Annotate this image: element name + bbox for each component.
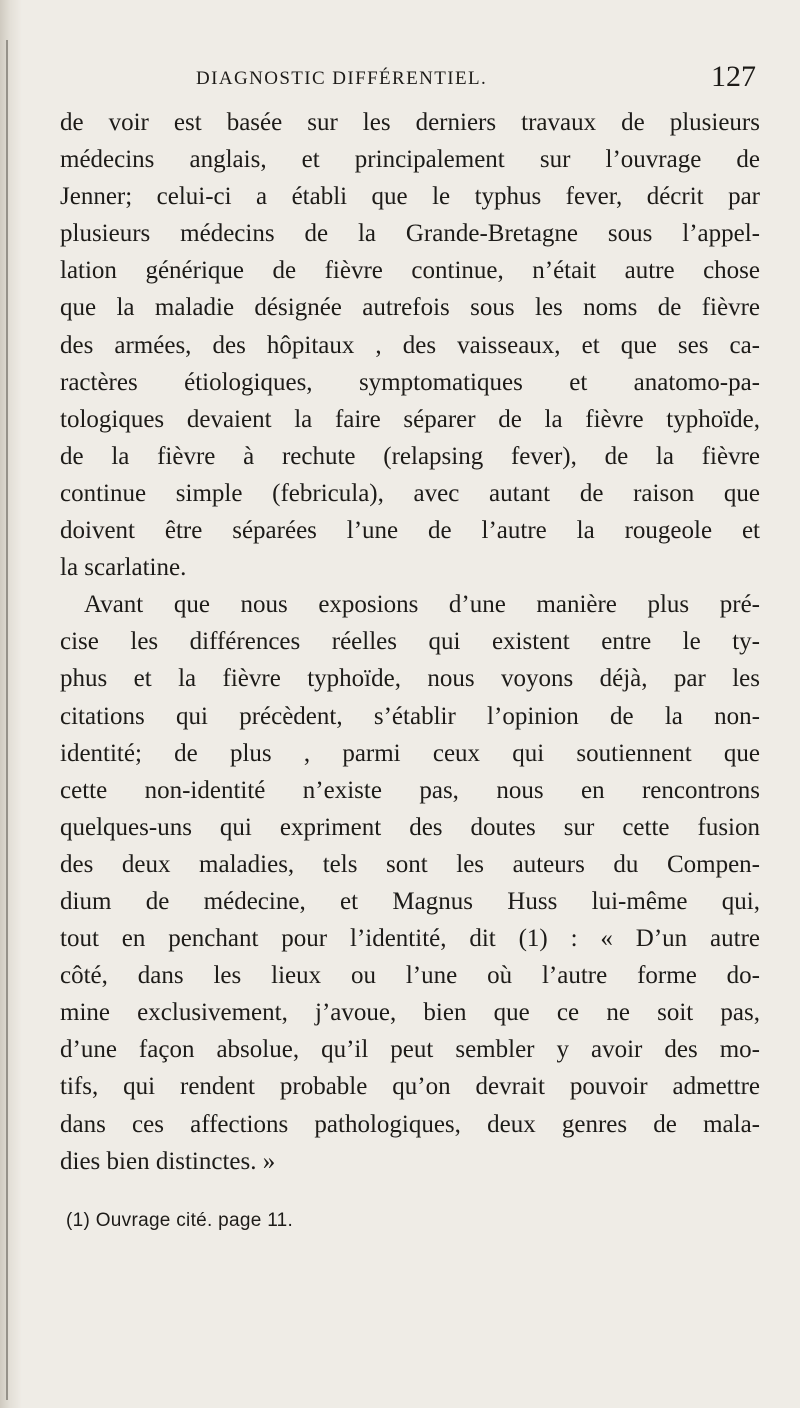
text-line: de voir est basée sur les derniers travaux de plusieurs [60,109,760,136]
paragraph-end-line: dies bien distinctes. » [60,1147,276,1175]
binding-shadow-line [6,40,8,1400]
text-line: des deux maladies, tels sont les auteurs du Compen- [60,850,760,878]
text-line: dans ces affections pathologiques, deux genres de mala- [60,1110,760,1138]
text-line: d’une façon absolue, qu’il peut sembler y avoir des mo- [60,1036,760,1064]
text-line: quelques-uns qui expriment des doutes sur cette fusion [60,813,760,841]
text-line: phus et la fièvre typhoïde, nous voyons déjà, par les [60,665,760,693]
text-line: ractères étiologiques, symptomatiques et anatomo-pa- [60,368,760,396]
body-text [60,104,760,1180]
text-line: Jenner; celui-ci a établi que le typhus fever, décrit par [60,183,760,211]
text-line: tout en penchant pour l’identité, dit (1) : « D’un autre [60,925,760,953]
text-line: identité; de plus , parmi ceux qui soutiennent que [60,739,760,767]
text-line: tifs, qui rendent probable qu’on devrait pouvoir admettre [60,1073,760,1101]
text-line: des armées, des hôpitaux , des vaisseaux, et que ses ca- [60,331,760,359]
text-line: côté, dans les lieux ou l’une où l’autre forme do- [60,962,760,990]
footnote: (1) Ouvrage cité. page 11. [66,1210,294,1231]
text-line: citations qui précèdent, s’établir l’opinion de la non- [60,702,760,730]
text-line: plusieurs médecins de la Grande-Bretagne sous l’appel- [60,220,760,248]
text-line: de la fièvre à rechute (relapsing fever), de la fièvre [60,442,760,470]
text-line: mine exclusivement, j’avoue, bien que ce ne soit pas, [60,999,760,1027]
paragraph-start-line: Avant que nous exposions d’une manière plus pré- [84,591,760,619]
page-header [196,60,756,100]
page-binding-edge [0,0,22,1408]
text-line: doivent être séparées l’une de l’autre la rougeole et [60,517,760,545]
text-line: médecins anglais, et principalement sur l’ouvrage de [60,146,760,174]
running-head: DIAGNOSTIC DIFFÉRENTIEL. [196,68,488,89]
text-line: cette non-identité n’existe pas, nous en rencontrons [60,776,760,804]
text-line: que la maladie désignée autrefois sous les noms de fièvre [60,294,760,322]
paragraph-end-line: la scarlatine. [60,554,187,582]
page-number: 127 [711,60,756,93]
text-line: dium de médecine, et Magnus Huss lui-même qui, [60,887,760,915]
text-line: tologiques devaient la faire séparer de la fièvre typhoïde, [60,405,760,433]
text-line: lation générique de fièvre continue, n’était autre chose [60,257,760,285]
text-line: cise les différences réelles qui existent entre le ty- [60,628,760,656]
text-line: continue simple (febricula), avec autant de raison que [60,479,760,507]
